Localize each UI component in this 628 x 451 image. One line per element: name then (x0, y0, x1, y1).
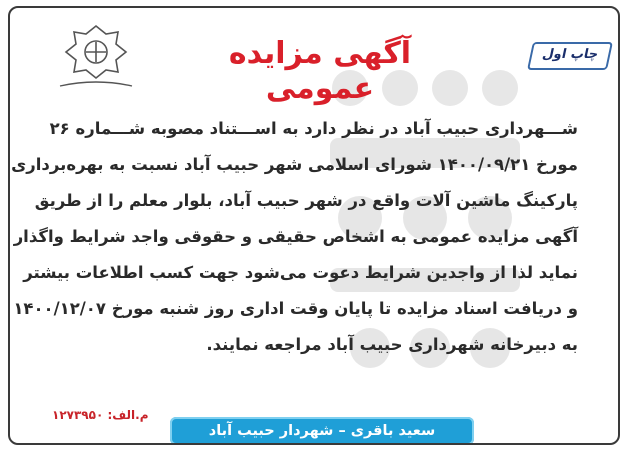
body-line: پارکینگ ماشین آلات واقع در شهر حبیب آباد، بلوار معلم را از طریق (34, 191, 578, 210)
body-line: آگهی مزایده عمومی به اشخاص حقیقی و حقوقی واجد شرایط واگذار (13, 227, 578, 246)
body-line: به دبیرخانه شهرداری حبیب آباد مراجعه نمایند. (206, 335, 578, 354)
municipality-emblem-icon (50, 20, 142, 90)
notice-title: آگهی مزایده عمومی (228, 36, 412, 106)
edition-badge: چاپ اول (527, 42, 613, 70)
notice-body (11, 111, 578, 363)
signature-banner (170, 417, 474, 445)
reference-number: م.الف: ۱۲۷۳۹۵۰ (52, 408, 149, 422)
body-line: شـــهرداری حبیب آباد در نظر دارد به اســـتناد مصوبه شـــماره ۲۶ (49, 119, 578, 138)
body-line: نماید لذا از واجدین شرایط دعوت می‌شود جهت کسب اطلاعات بیشتر (23, 263, 578, 282)
notice-frame (8, 6, 620, 445)
signature-text: سعید باقری – شهردار حبیب آباد (208, 423, 436, 439)
body-line: مورخ ۱۴۰۰/۰۹/۲۱ شورای اسلامی شهر حبیب آباد نسبت به بهره‌برداری (11, 155, 578, 174)
body-line: و دریافت اسناد مزایده تا پایان وقت اداری روز شنبه مورخ ۱۴۰۰/۱۲/۰۷ (13, 299, 578, 318)
